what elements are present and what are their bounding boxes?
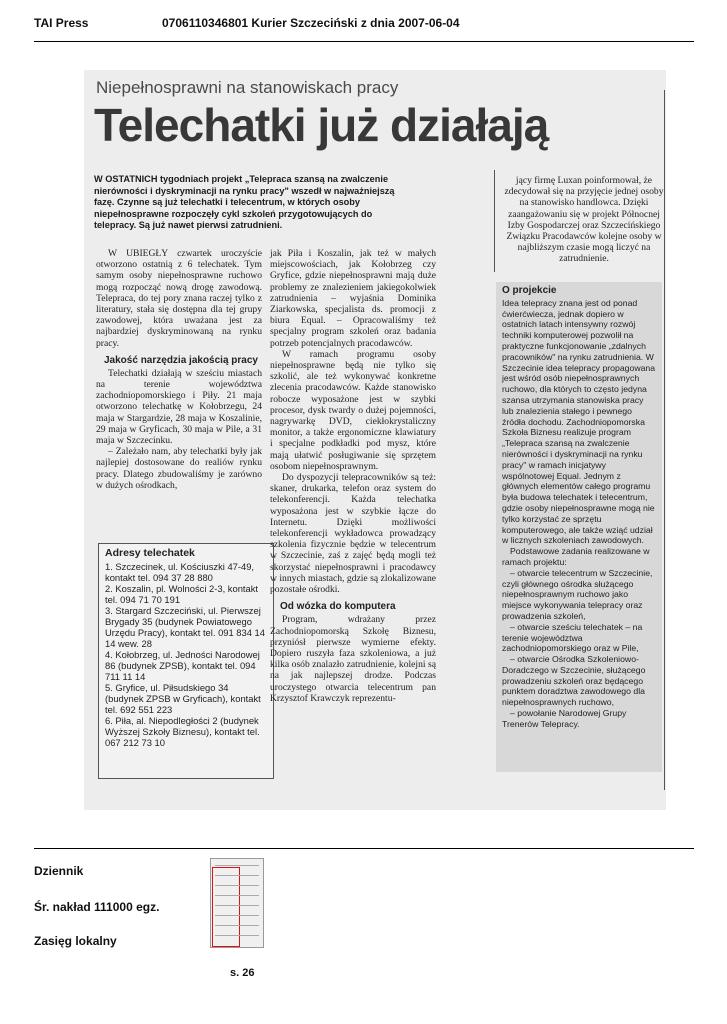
addresses-box: [98, 543, 274, 779]
col2-paragraph-3: Do dyspozycji telepracowników są też: skaner, drukarka, telefon oraz system do telekonferencji. Każda telechatka wyposażona jest w szybkie łącze do Internetu. Dzięki możliwości telekonferencji wykładowca prowadzący szkolenia fizycznie będzie w telecentrum w Szczecinie, zaś z zajęć będą mogli też skorzystać niepełnosprawni i pracodawcy w innych miastach, gdzie są zlokalizowane pozostałe ośrodki.: [270, 472, 436, 596]
col1-paragraph-1: W UBIEGŁY czwartek uroczyście otworzono ostatnią z 6 telechatek. Tym samym osoby niepełnosprawne ruchowo mogą rozpocząć nową drogę zawodową. Telepraca, do tej pory znana raczej tylko z literatury, stała się dostępna dla tej grupy zawodowej, która uważana jest za najbardziej dyskryminowaną na rynku pracy.: [96, 248, 262, 349]
thumbnail-line: [215, 925, 259, 926]
thumbnail-line: [215, 905, 259, 906]
article-column-2: [270, 248, 436, 704]
address-item: 2. Koszalin, pl. Wolności 2-3, kontakt tel. 094 71 70 191: [105, 583, 259, 605]
footer-divider: [34, 848, 694, 849]
footer-range: Zasięg lokalny: [34, 934, 117, 948]
col2-paragraph-1: jak Piła i Koszalin, jak też w małych miejscowościach, jak Kołobrzeg czy Gryfice, gdzie niepełnosprawni mają duże problemy ze znalezieniem jakiegokolwiek zatrudnienia – wyjaśnia Dominika Ziarkowska, specjalista ds. promocji z biura Equal. – Opracowaliśmy też specjalny program szkoleń oraz badania potrzeb potencjalnych pracodawców.: [270, 248, 436, 349]
press-clipping: [84, 70, 666, 810]
col1-subheading: Jakość narzędzia jakością pracy: [104, 354, 258, 366]
project-list-item: – otwarcie sześciu telechatek – na terenie województwa zachodniopomorskiego oraz w Pile,: [502, 621, 643, 654]
footer-circulation: Śr. nakład 111000 egz.: [34, 900, 160, 914]
column-rule: [664, 90, 665, 790]
col2-paragraph-2: W ramach programu osoby niepełnosprawne będą nie tylko się szkolić, ale też wykonywać konkretne zlecenia pracodawców. Każde stanowisko robocze wyposażone jest w szybki procesor, dysk twardy o dużej pojemności, nagrywarkę DVD, ciekłokrystaliczny monitor, a także ergonomiczne klawiatury i specjalne podkładki pod mysz, które mają ułatwić posługiwanie się sprzętem osobom niepełnosprawnym.: [270, 348, 436, 472]
col1-paragraph-2: Telechatki działają w sześciu miastach na terenie województwa zachodniopomorskiego i Piły. 21 maja otworzono telechatkę w Kołobrzegu, 24 maja w Stargardzie, 28 maja w Koszalinie, 29 maja w Gryficach, 30 maja w Pile, a 31 maja w Szczecinku.: [96, 367, 262, 447]
address-item: 1. Szczecinek, ul. Kościuszki 47-49, kontakt tel. 094 37 28 880: [105, 561, 255, 583]
thumbnail-line: [215, 865, 259, 866]
thumbnail-line: [215, 935, 259, 936]
address-item: 3. Stargard Szczeciński, ul. Pierwszej Brygady 35 (budynek Powiatowego Urzędu Pracy), kontakt tel. 091 834 14 14 wew. 28: [105, 605, 265, 649]
col2-paragraph-4: Program, wdrażany przez Zachodniopomorską Szkołę Biznesu, przyniósł pierwsze wymierne efekty. Dopiero ruszyła faza szkoleniowa, a już kilka osób znalazło zatrudnienie, kolejni są na jak najlepszej drodze. Podczas uroczystego otwarcia telecentrum pan Krzysztof Krawczyk reprezentu-: [270, 614, 436, 704]
address-item: 4. Kołobrzeg, ul. Jedności Narodowej 86 (budynek ZPSB), kontakt tel. 094 711 11 14: [105, 649, 260, 682]
project-list-item: – otwarcie telecentrum w Szczecinie, czyli głównego ośrodka służącego niepełnosprawnym ruchowo jako miejsce wykonywania telepracy oraz prowadzenia szkoleń,: [502, 567, 653, 621]
thumbnail-line: [215, 875, 259, 876]
thumbnail-line: [215, 915, 259, 916]
project-list-item: – powołanie Narodowej Grupy Trenerów Telepracy.: [502, 708, 627, 729]
project-paragraph: Podstawowe zadania realizowane w ramach projektu:: [502, 546, 650, 567]
column-rule: [494, 170, 495, 272]
project-title: O projekcie: [502, 285, 557, 296]
col2-subheading: Od wózka do komputera: [280, 601, 396, 613]
project-box: [496, 282, 662, 772]
article-lead: W OSTATNICH tygodniach projekt „Telepraca szansą na zwalczenie nierówności i dyskryminacji na rynku pracy" wszedł w najważniejszą fazę. Czynne są już telechatki i telecentrum, w których osoby niepełnosprawne rozpoczęły cykl szkoleń przygotowujących do telepracy. Są już nawet pierwsi zatrudnieni.: [94, 174, 395, 231]
page-number: s. 26: [230, 967, 255, 979]
header-divider: [34, 41, 694, 42]
header-agency: TAI Press: [34, 16, 89, 30]
address-item: 5. Gryfice, ul. Piłsudskiego 34 (budynek ZPSB w Gryficach), kontakt tel. 692 551 223: [105, 682, 261, 715]
project-list-item: – otwarcie Ośrodka Szkoleniowo-Doradczego w Szczecinie, służącego prowadzeniu szkoleń oraz będącego punktem doradztwa zawodowego dla niepełnosprawnych ruchowo,: [502, 654, 646, 708]
col3-paragraph-1: jący firmę Luxan poinformował, że zdecydował się na przyjęcie jednej osoby na stanowisko handlowca. Dzięki zaangażowaniu się w projekt Północnej Izby Gospodarczej oraz Szczecińskiego Związku Pracodawców kolejne osoby w najbliższym czasie mogą liczyć na zatrudnienie.: [504, 175, 664, 265]
article-column-3: [504, 175, 664, 265]
thumbnail-line: [215, 895, 259, 896]
article-kicker: Niepełnosprawni na stanowiskach pracy: [96, 78, 399, 97]
address-item: 6. Piła, al. Niepodległości 2 (budynek Wyższej Szkoły Biznesu), kontakt tel. 067 212 73 10: [105, 715, 260, 748]
header-source-line: 0706110346801 Kurier Szczeciński z dnia 2007-06-04: [162, 16, 460, 30]
thumbnail-line: [215, 885, 259, 886]
article-headline: Telechatki już działają: [94, 99, 549, 151]
article-column-1: [96, 248, 262, 491]
addresses-title: Adresy telechatek: [105, 547, 195, 559]
col1-paragraph-3: – Zależało nam, aby telechatki były jak najlepiej dostosowane do realiów rynku pracy. Dlatego zbudowaliśmy je zarówno w dużych ośrodkach,: [96, 446, 262, 491]
page-thumbnail: [210, 858, 264, 948]
project-paragraph: Idea telepracy znana jest od ponad ćwierćwiecza, jednak dopiero w ostatnich latach intensywny rozwój techniki komputerowej pozwolił na praktyczne funkcjonowanie „zdalnych pracowników" na rynku zatrudnienia. W Szczecinie idea telepracy propagowana jest wśród osób niepełnosprawnych ruchowo, dla których to często jedyna szansa utrzymania stanowiska pracy lub znalezienia stałego i pewnego źródła dochodu. Zachodniopomorska Szkoła Biznesu realizuje program „Telepraca szansą na zwalczenie nierówności i dyskryminacji na rynku pracy" w ramach inicjatywy wspólnotowej Equal. Jednym z głównych elementów całego programu była budowa telechatek i telecentrum, gdzie osoby niepełnosprawne mogą nie tylko korzystać ze sprzętu komputerowego, ale także wziąć udział w licznych szkoleniach zawodowych.: [502, 297, 656, 546]
footer-type: Dziennik: [34, 864, 84, 878]
